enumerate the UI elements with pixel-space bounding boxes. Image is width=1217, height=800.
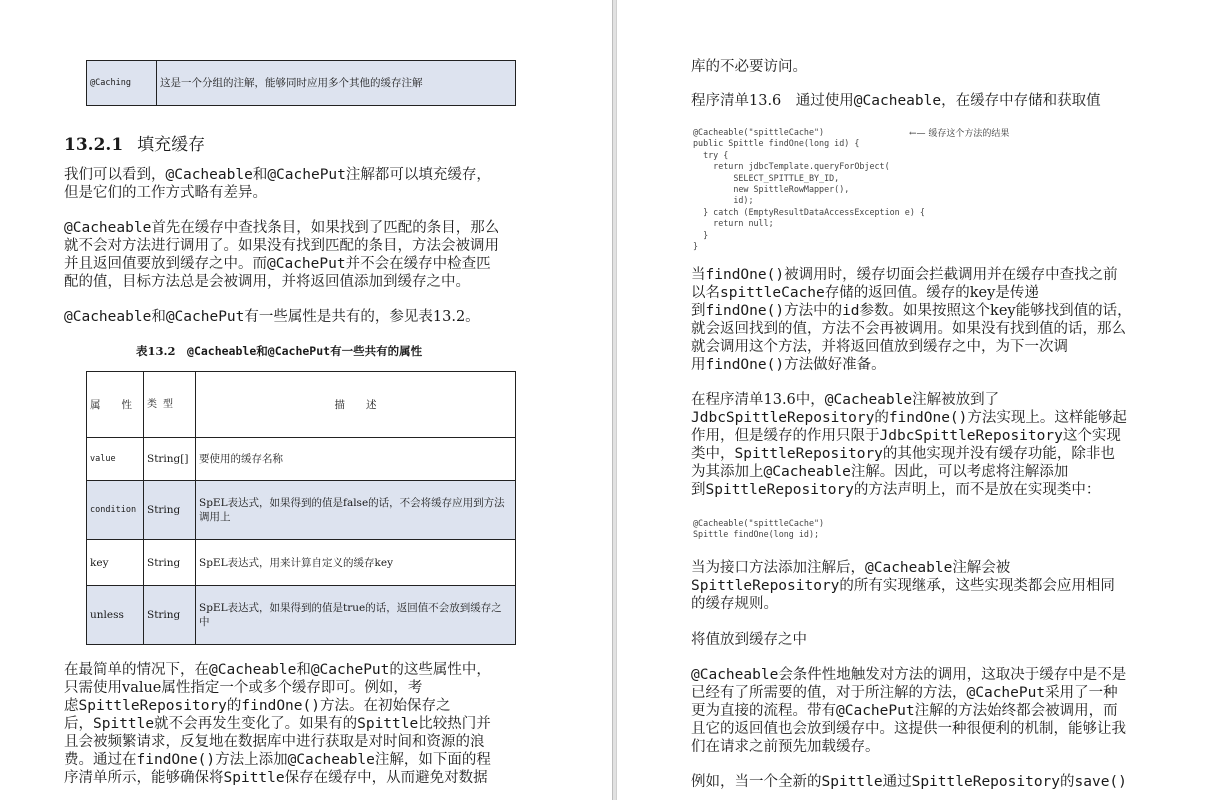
text-run: 程序清单13.6 通过使用	[691, 93, 854, 109]
code-token: findOne()	[241, 698, 320, 714]
text-run: 并且返回值要放到缓存之中。而	[64, 256, 267, 272]
text-run: 但是它们的工作方式略有差异。	[64, 185, 267, 201]
text-line	[691, 702, 1126, 720]
text-run: 配的值，目标方法总是会被调用，并将返回值添加到缓存之中。	[64, 274, 470, 290]
text-run: 的方法声明上，而不是放在实现类中：	[853, 482, 1101, 498]
code-token: JdbcSpittleRepository	[691, 410, 875, 426]
text-line	[64, 184, 491, 202]
code-token: SpittleRepository	[78, 698, 227, 714]
text-line	[64, 751, 491, 769]
code-listing-findone: @Cacheable("spittleCache") public Spittle findOne(long id) { try { return jdbcTemplate.queryForObject( SELECT_SPITTLE_BY_ID, new SpittleRowMapper(), id); } catch (EmptyResultDataAccessException e) { return null; } }	[693, 127, 925, 252]
text-line	[64, 166, 491, 184]
text-run: 表13.2	[136, 344, 188, 358]
text-run: 比较热门并	[418, 716, 491, 732]
text-run: 方法上添加	[215, 752, 288, 768]
code-token: @CachePut	[267, 167, 346, 183]
text-line	[691, 427, 1127, 445]
code-token: @Cacheable	[853, 93, 942, 109]
text-line	[691, 773, 1127, 791]
header-type: 类型	[144, 372, 196, 438]
listing-title	[691, 92, 1101, 110]
text-run: 注解的方法始终都会被调用，而	[914, 703, 1118, 719]
text-run: 当为接口方法添加注解后，	[691, 560, 865, 576]
code-token: Spittle	[821, 774, 883, 790]
text-run: 就会调用这个方法，并将返回值放到缓存之中，为下一次调	[691, 339, 1068, 355]
text-run: 会条件性地触发对方法的调用，这取决于缓存中是不是	[778, 667, 1127, 683]
row-unless-desc: SpEL表达式，如果得到的值是true的话，返回值不会放到缓存之中	[196, 586, 516, 645]
code-token: findOne()	[705, 357, 785, 373]
text-run: 注解会被	[952, 560, 1011, 576]
row-condition-type: String	[144, 481, 196, 540]
text-run: 存储的返回值。缓存的key是传递	[824, 285, 1039, 301]
text-run: 有一些属性是共有的，参见表13.2。	[244, 309, 480, 325]
text-run: 虑	[64, 698, 79, 714]
text-run: 的其他实现并没有缓存功能，除非也	[882, 446, 1115, 462]
caching-table-name: @Caching	[87, 61, 157, 106]
code-token: id	[842, 303, 860, 319]
text-run: 我们可以看到，	[64, 167, 166, 183]
text-run: 例如，当一个全新的	[691, 774, 822, 790]
code-token: findOne()	[705, 267, 785, 283]
row-value-attr: value	[87, 438, 144, 481]
text-run: 在程序清单13.6中，	[691, 392, 825, 408]
text-run: 用	[691, 357, 706, 373]
subheading-cacheput: 将值放到缓存之中	[691, 632, 807, 648]
text-line	[691, 284, 1132, 302]
right-page	[617, 0, 1217, 800]
text-line	[691, 338, 1132, 356]
code-token: @CachePut	[310, 662, 390, 678]
text-line	[691, 738, 1126, 756]
text-run: 当	[691, 267, 706, 283]
row-unless-type: String	[144, 586, 196, 645]
text-run: 只需使用value属性指定一个或多个缓存即可。例如，考	[64, 680, 423, 696]
text-run: 和	[252, 167, 268, 183]
paragraph-difference	[64, 219, 499, 291]
row-condition-attr: condition	[87, 481, 144, 540]
paragraph-cacheput	[691, 666, 1126, 756]
text-run: 们在请求之前预先加载缓存。	[691, 739, 880, 755]
text-run: 就不会对方法进行调用了。如果没有找到匹配的条目，方法会被调用	[64, 238, 499, 254]
attributes-table	[86, 371, 516, 645]
code-token: JdbcSpittleRepository	[879, 428, 1063, 444]
code-token: @Cacheable	[64, 309, 152, 325]
text-run: 和	[296, 662, 311, 678]
code-token: findOne()	[136, 752, 216, 768]
text-run: 并不会在缓存中检查匹	[345, 256, 491, 272]
text-run: 保存在缓存中，从而避免对数据	[284, 770, 488, 786]
row-value-type: String[]	[144, 438, 196, 481]
code-token: @Cacheable	[865, 560, 953, 576]
text-line	[64, 661, 491, 679]
text-line	[64, 697, 491, 715]
code-token: @Cacheable	[64, 220, 152, 236]
code-token: @Cacheable	[824, 392, 913, 408]
text-run: 为其添加上	[691, 464, 764, 480]
text-line	[691, 577, 1115, 595]
row-value-desc: 要使用的缓存名称	[196, 438, 516, 481]
text-run: 被调用时，缓存切面会拦截调用并在缓存中查找之前	[784, 267, 1118, 283]
text-run: 后，	[64, 716, 93, 732]
header-attribute: 属 性	[87, 372, 144, 438]
text-run: 就会返回找到的值，方法不会再被调用。如果没有找到值的话，那么	[691, 321, 1126, 337]
row-key-type: String	[144, 540, 196, 586]
text-run: 的	[226, 698, 242, 714]
row-unless-attr: unless	[87, 586, 144, 645]
text-run: 且它的返回值也会放到缓存中。这提供一种很便利的机制，能够让我	[691, 721, 1126, 737]
text-run: 参数。如果按照这个key能够找到值的话，	[859, 303, 1132, 319]
text-run: 和	[256, 344, 268, 358]
paragraph-interface-annotation	[691, 559, 1115, 613]
text-line	[691, 356, 1132, 374]
code-token: @Cacheable	[763, 464, 851, 480]
text-run: 更为直接的流程。带有	[691, 703, 836, 719]
code-token: @Cacheable	[691, 667, 779, 683]
text-run: 注解都可以填充缓存，	[345, 167, 491, 183]
text-line	[64, 769, 491, 787]
code-token: @Cacheable	[187, 344, 257, 358]
text-line	[691, 409, 1127, 427]
text-run: 作用，但是缓存的作用只限于	[691, 428, 880, 444]
code-token: spittleCache	[720, 285, 825, 301]
section-title: 填充缓存	[137, 135, 206, 155]
text-run: 序清单所示，能够确保将	[64, 770, 224, 786]
code-token: Spittle	[357, 716, 419, 732]
text-run: 库的不必要访问。	[691, 59, 807, 75]
text-run: 费。通过在	[64, 752, 137, 768]
text-line	[691, 320, 1132, 338]
caching-table	[86, 60, 516, 106]
text-run: 通过	[882, 774, 912, 790]
text-run: 的这些属性中，	[389, 662, 491, 678]
text-run: 注解被放到了	[912, 392, 1000, 408]
text-run: 方法中的	[784, 303, 843, 319]
text-run: 的所有实现继承，这些实现类都会应用相同	[839, 578, 1115, 594]
text-run: 以名	[691, 285, 720, 301]
text-line	[691, 720, 1126, 738]
code-token: SpittleRepository	[691, 578, 840, 594]
text-line	[64, 255, 499, 273]
paragraph-simple-case	[64, 661, 491, 787]
text-run: 这个实现	[1062, 428, 1121, 444]
text-run: 注解，如下面的程	[374, 752, 491, 768]
text-run: 已经有了所需要的值，对于所注解的方法，	[691, 685, 967, 701]
text-line	[64, 273, 499, 291]
row-key-attr: key	[87, 540, 144, 586]
text-line	[691, 463, 1127, 481]
row-condition-desc: SpEL表达式，如果得到的值是false的话，不会将缓存应用到方法调用上	[196, 481, 516, 540]
text-line	[691, 559, 1115, 577]
text-line	[691, 391, 1127, 409]
text-run: 有一些共有的属性	[330, 344, 423, 358]
caching-table-desc: 这是一个分组的注解，能够同时应用多个其他的缓存注解	[157, 61, 516, 106]
code-token: SpittleRepository	[705, 482, 854, 498]
text-line	[691, 595, 1115, 613]
text-run: 到	[691, 482, 706, 498]
text-run: 和	[151, 309, 166, 325]
code-token: @CachePut	[267, 344, 331, 358]
text-run: 注解。因此，可以考虑将注解添加	[850, 464, 1069, 480]
text-line	[691, 666, 1126, 684]
text-run: 就不会再发生变化了。如果有的	[154, 716, 358, 732]
text-line	[691, 481, 1127, 499]
code-token: Spittle	[93, 716, 155, 732]
text-line	[64, 219, 499, 237]
text-run: 类中，	[691, 446, 735, 462]
code-token: @CachePut	[836, 703, 915, 719]
text-run: 且会被频繁请求，反复地在数据库中进行获取是对时间和资源的浪	[64, 734, 485, 750]
code-token: Spittle	[223, 770, 285, 786]
text-line	[64, 715, 491, 733]
code-token: @CachePut	[267, 256, 346, 272]
code-token: @Cacheable	[287, 752, 375, 768]
text-run: 在最简单的情况下，在	[64, 662, 209, 678]
section-number: 13.2.1	[64, 135, 124, 155]
text-run: 的	[1060, 774, 1075, 790]
text-run: 方法。在初始保存之	[319, 698, 451, 714]
text-line	[691, 684, 1126, 702]
text-run: 方法实现上。这样能够起	[967, 410, 1127, 426]
text-line	[691, 445, 1127, 463]
paragraph-example	[691, 773, 1127, 791]
text-line	[64, 308, 480, 326]
code-annotation: ←— 缓存这个方法的结果	[909, 129, 1010, 139]
row-key-desc: SpEL表达式，用来计算自定义的缓存key	[196, 540, 516, 586]
paragraph-shared-attrs	[64, 308, 480, 326]
code-token: @CachePut	[966, 685, 1046, 701]
text-run: 到	[691, 303, 706, 319]
code-token: SpittleRepository	[911, 774, 1061, 790]
text-line	[64, 679, 491, 697]
text-run: 首先在缓存中查找条目，如果找到了匹配的条目，那么	[151, 220, 500, 236]
paragraph-continued	[691, 58, 807, 76]
section-heading	[64, 130, 205, 155]
text-line	[64, 733, 491, 751]
code-token: @Cacheable	[165, 167, 253, 183]
text-run: 方法做好准备。	[784, 357, 886, 373]
text-line	[691, 58, 807, 76]
code-interface-method: @Cacheable("spittleCache") Spittle findOne(long id);	[693, 518, 825, 540]
code-token: @Cacheable	[209, 662, 297, 678]
text-run: ，在缓存中存储和获取值	[941, 93, 1101, 109]
paragraph-intro	[64, 166, 491, 202]
text-line	[691, 266, 1132, 284]
code-token: SpittleRepository	[734, 446, 883, 462]
text-line	[691, 302, 1132, 320]
code-token: findOne()	[888, 410, 968, 426]
code-token: save()	[1074, 774, 1127, 790]
text-line	[64, 237, 499, 255]
code-token: @CachePut	[165, 309, 245, 325]
text-run: 采用了一种	[1045, 685, 1118, 701]
header-description: 描 述	[196, 372, 516, 438]
paragraph-listing-explained	[691, 391, 1127, 499]
table-caption	[136, 343, 422, 359]
paragraph-findone-called	[691, 266, 1132, 374]
code-token: findOne()	[705, 303, 785, 319]
text-run: 的缓存规则。	[691, 596, 778, 612]
text-run: 的	[874, 410, 889, 426]
